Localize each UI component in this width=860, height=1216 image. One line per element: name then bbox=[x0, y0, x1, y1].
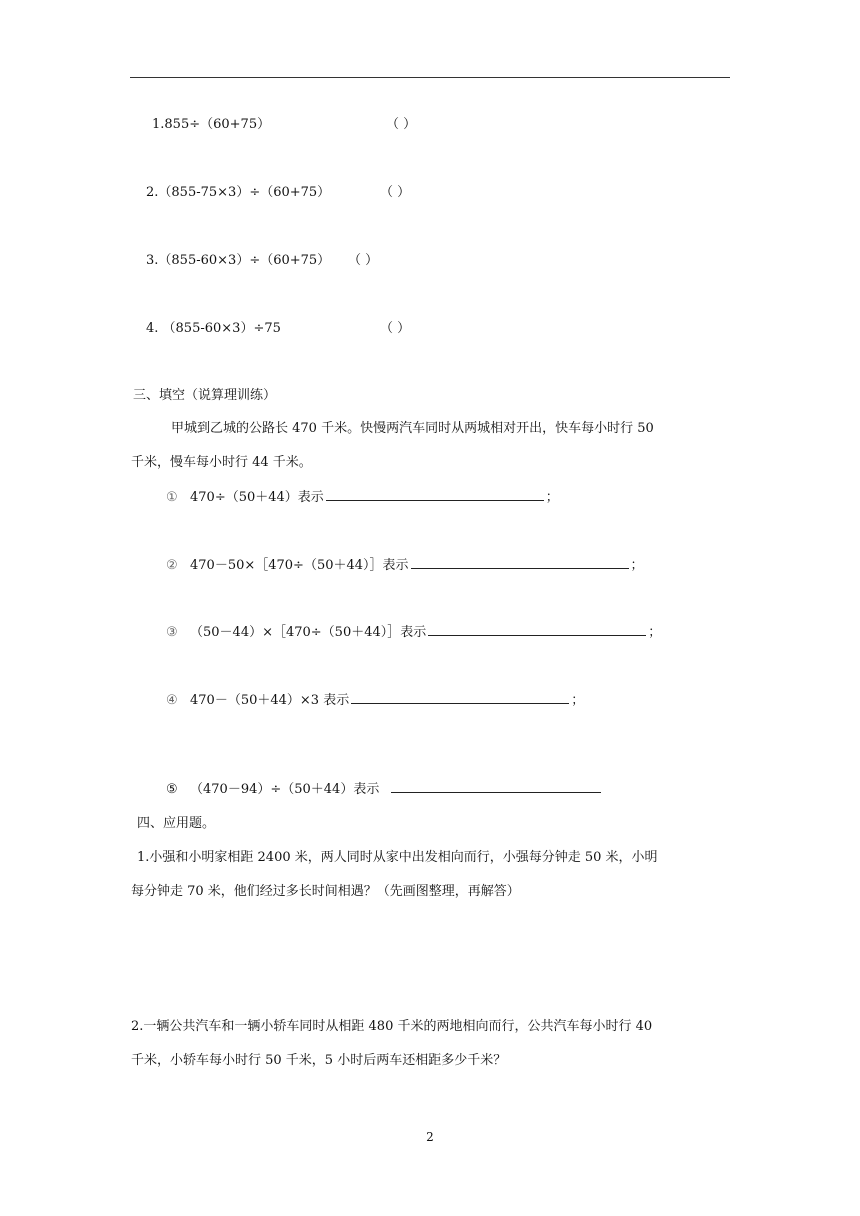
choice-1 bbox=[152, 113, 270, 132]
fill-item-2 bbox=[166, 554, 644, 573]
problem-text-line-2: 千米，慢车每小时行 44 千米。 bbox=[131, 455, 312, 470]
item-expression: 470－（50＋44）×3 表示 bbox=[190, 693, 350, 708]
page-number: 2 bbox=[426, 1130, 434, 1144]
choice-expression: 1.855÷（60+75） bbox=[152, 117, 271, 132]
choice-1-answer-paren bbox=[386, 113, 416, 132]
answer-blank[interactable] bbox=[351, 689, 569, 704]
problem-text-line-1: 甲城到乙城的公路长 470 千米。快慢两汽车同时从两城相对开出，快车每小时行 50 bbox=[171, 421, 654, 436]
item-expression: 470－50×［470÷（50＋44）］表示 bbox=[190, 558, 409, 573]
item-number: ① bbox=[166, 490, 178, 505]
item-expression: 470÷（50＋44）表示 bbox=[190, 490, 324, 505]
fill-item-5 bbox=[166, 778, 603, 797]
item-end-punct: ； bbox=[545, 490, 559, 505]
choice-expression: 4. （855-60×3）÷75 bbox=[146, 321, 281, 336]
choice-3 bbox=[146, 249, 330, 268]
fill-item-1 bbox=[166, 486, 559, 505]
fill-item-4 bbox=[166, 689, 584, 708]
answer-paren: （ ） bbox=[380, 185, 411, 200]
section-4-heading: 四、应用题。 bbox=[137, 816, 216, 831]
answer-paren: （ ） bbox=[386, 117, 417, 132]
question-2-line-2: 千米，小轿车每小时行 50 千米，5 小时后两车还相距多少千米？ bbox=[131, 1053, 507, 1068]
item-end-punct: ； bbox=[648, 625, 662, 640]
fill-item-3 bbox=[166, 621, 661, 640]
answer-paren: （ ） bbox=[348, 253, 379, 268]
question-2-line-1: 2.一辆公共汽车和一辆小轿车同时从相距 480 千米的两地相向而行，公共汽车每小时行 40 bbox=[131, 1019, 653, 1034]
question-1-line-1: 1.小强和小明家相距 2400 米，两人同时从家中出发相向而行，小强每分钟走 50 米，小明 bbox=[137, 850, 658, 865]
choice-expression: 2.（855-75×3）÷（60+75） bbox=[146, 185, 331, 200]
section-3-heading: 三、填空（说算理训练） bbox=[133, 388, 277, 403]
answer-blank[interactable] bbox=[391, 778, 601, 793]
item-number: ⑤ bbox=[166, 782, 178, 797]
item-end-punct: ； bbox=[630, 558, 644, 573]
item-expression: （50－44）×［470÷（50＋44）］表示 bbox=[190, 625, 427, 640]
choice-4-answer-paren bbox=[380, 317, 410, 336]
item-number: ② bbox=[166, 558, 178, 573]
answer-paren: （ ） bbox=[380, 321, 411, 336]
choice-2 bbox=[146, 181, 330, 200]
answer-blank[interactable] bbox=[411, 554, 629, 569]
choice-2-answer-paren bbox=[380, 181, 410, 200]
item-end-punct: ； bbox=[571, 693, 585, 708]
choice-3-answer-paren bbox=[348, 249, 378, 268]
answer-blank[interactable] bbox=[428, 621, 646, 636]
item-number: ③ bbox=[166, 625, 178, 640]
choice-4 bbox=[146, 317, 281, 336]
header-rule bbox=[130, 77, 730, 78]
choice-expression: 3.（855-60×3）÷（60+75） bbox=[146, 253, 331, 268]
item-number: ④ bbox=[166, 693, 178, 708]
item-expression: （470－94）÷（50＋44）表示 bbox=[190, 782, 380, 797]
question-1-line-2: 每分钟走 70 米，他们经过多长时间相遇？（先画图整理，再解答） bbox=[131, 884, 520, 899]
answer-blank[interactable] bbox=[326, 486, 544, 501]
